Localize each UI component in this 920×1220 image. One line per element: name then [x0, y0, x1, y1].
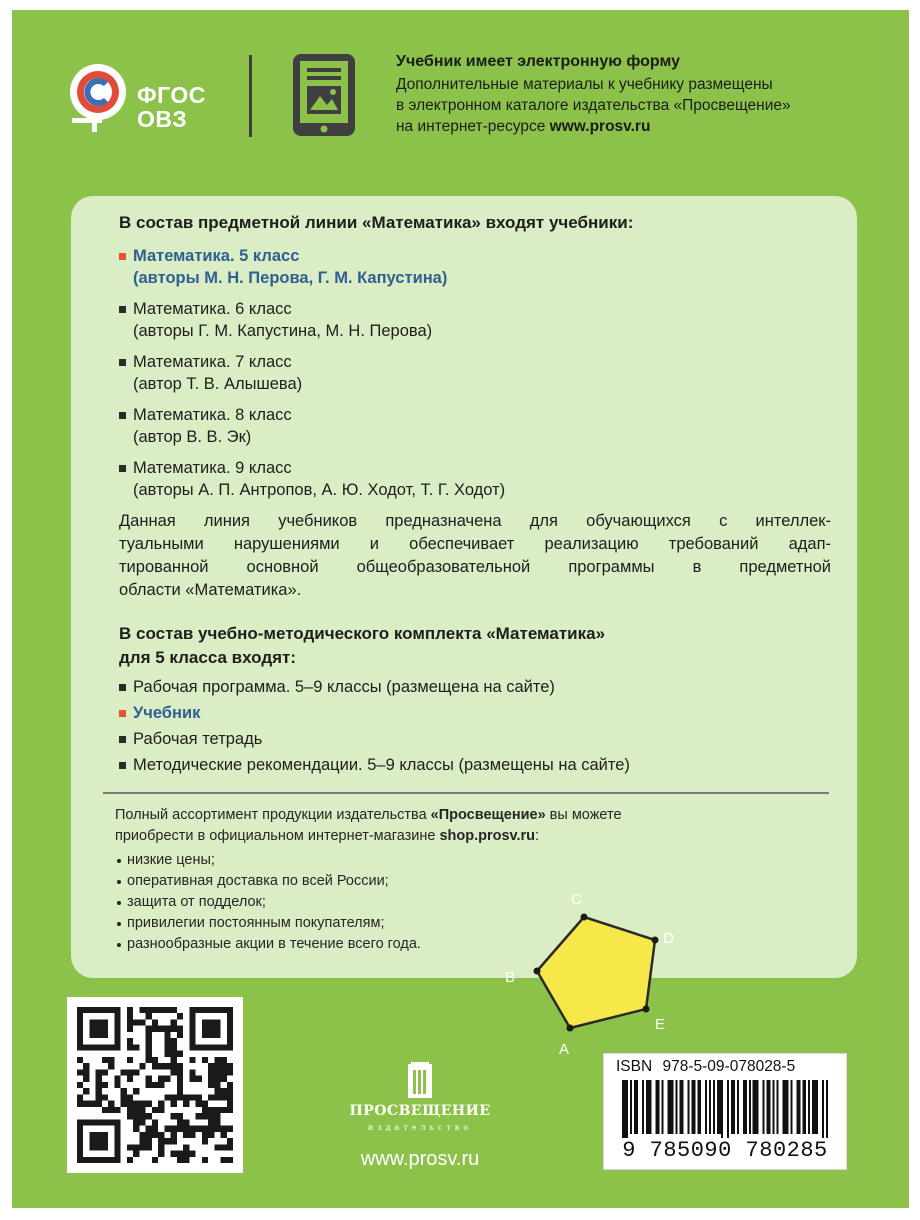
benefit-list: [115, 850, 815, 955]
vertex-label-d: D: [663, 930, 674, 947]
book-authors: (авторы Г. М. Капустина, М. Н. Перова): [133, 322, 433, 340]
panel-content: [119, 211, 831, 780]
description-line: Данная линия учебников предназначена для обучающихся с интеллек-: [119, 512, 831, 530]
vertex-label-e: E: [655, 1016, 666, 1033]
eform-line-3-prefix: на интернет-ресурсе: [396, 118, 550, 135]
description-line: туальными нарушениями и обеспечивает реализацию требований адап-: [119, 535, 831, 553]
kit-heading: [119, 622, 831, 670]
eform-line-2: в электронном каталоге издательства «Просвещение»: [396, 97, 791, 114]
publisher-name: ПРОСВЕЩЕНИЕ: [349, 1103, 491, 1119]
vertex-label-a: A: [559, 1041, 570, 1058]
benefit-item: защита от подделок;: [115, 892, 815, 913]
bullet-marker: [119, 306, 126, 313]
shop-line-1: [115, 805, 815, 826]
bullet-marker: [119, 736, 126, 743]
vertex-label-b: B: [505, 969, 516, 986]
fgos-label: [137, 83, 206, 131]
book-authors: (авторы М. Н. Перова, Г. М. Капустина): [133, 269, 448, 287]
bullet-marker: [119, 412, 126, 419]
book-authors: (автор Т. В. Алышева): [133, 375, 303, 393]
bullet-marker: [119, 762, 126, 769]
kit-item-textbook: [119, 702, 831, 724]
shop-url[interactable]: shop.prosv.ru: [439, 828, 536, 844]
publisher-url[interactable]: www.prosv.ru: [360, 1148, 480, 1170]
vertex-b: [534, 968, 541, 975]
header-divider: [249, 55, 252, 137]
book-title: Математика. 5 класс: [133, 247, 300, 265]
qr-code[interactable]: [67, 997, 243, 1173]
series-description: [119, 510, 831, 602]
benefit-item: низкие цены;: [115, 850, 815, 871]
publisher-logo-icon: [408, 1062, 432, 1098]
qr-code-icon: [77, 1007, 233, 1163]
kit-item: [119, 728, 831, 750]
isbn-label: ISBN: [616, 1058, 653, 1075]
barcode-digits: 9 785090 780285: [622, 1138, 828, 1163]
vertex-c: [581, 914, 588, 921]
book-item-grade-5: [119, 245, 831, 289]
eform-line-1: Дополнительные материалы к учебнику размещены: [396, 76, 773, 93]
benefit-item: разнообразные акции в течение всего года.: [115, 934, 815, 955]
benefit-item: привилегии постоянным покупателям;: [115, 913, 815, 934]
vertex-a: [567, 1025, 574, 1032]
pentagon-shape: [537, 917, 655, 1028]
vertex-e: [643, 1006, 650, 1013]
kit-heading-line-2: для 5 класса входят:: [119, 648, 297, 667]
publisher-brand: «Просвещение»: [430, 807, 546, 823]
shop-line-1-prefix: Полный ассортимент продукции издательства: [115, 807, 431, 823]
shop-info: [115, 805, 815, 955]
kit-list: [119, 676, 831, 776]
description-line: области «Математика».: [119, 581, 302, 599]
electronic-form-notice: [396, 51, 866, 137]
book-title: Математика. 9 класс: [133, 459, 292, 477]
series-heading: В состав предметной линии «Математика» входят учебники:: [119, 213, 634, 232]
kit-item-label: Учебник: [133, 704, 201, 722]
isbn-number: 978-5-09-078028-5: [662, 1058, 796, 1075]
book-item-grade-9: [119, 457, 831, 501]
fgos-logo-icon: [64, 58, 134, 134]
eform-line-3: [396, 116, 866, 137]
shop-line-2-suffix: :: [535, 828, 540, 844]
book-item-grade-7: [119, 351, 831, 395]
section-divider: [103, 792, 829, 794]
bullet-marker: [119, 359, 126, 366]
benefit-item: оперативная доставка по всей России;: [115, 871, 815, 892]
kit-item-label: Рабочая программа. 5–9 классы (размещена на сайте): [133, 678, 555, 696]
kit-item: [119, 676, 831, 698]
isbn-line: [616, 1058, 795, 1076]
shop-line-1-suffix: вы можете: [545, 807, 622, 823]
vertex-d: [652, 937, 659, 944]
tablet-icon: [291, 52, 357, 138]
bullet-marker: [119, 710, 126, 717]
shop-line-2-prefix: приобрести в официальном интернет-магазине: [115, 828, 440, 844]
publisher-subtitle: издательство: [367, 1123, 473, 1132]
eform-url[interactable]: www.prosv.ru: [549, 118, 651, 135]
pentagon-figure: [497, 885, 697, 1065]
book-authors: (автор В. В. Эк): [133, 428, 252, 446]
bullet-marker: [119, 465, 126, 472]
book-item-grade-6: [119, 298, 831, 342]
kit-heading-line-1: В состав учебно-методического комплекта «Математика»: [119, 624, 606, 643]
bullet-marker: [119, 684, 126, 691]
book-list: [119, 245, 831, 501]
bullet-marker: [119, 253, 126, 260]
isbn-barcode: [603, 1053, 847, 1170]
fgos-line-1: ФГОС: [137, 82, 206, 108]
book-authors: (авторы А. П. Антропов, А. Ю. Ходот, Т. Г. Ходот): [133, 481, 506, 499]
book-title: Математика. 6 класс: [133, 300, 292, 318]
barcode-icon: [622, 1080, 828, 1138]
kit-item: [119, 754, 831, 776]
fgos-line-2: ОВЗ: [137, 106, 188, 132]
book-title: Математика. 8 класс: [133, 406, 292, 424]
book-title: Математика. 7 класс: [133, 353, 292, 371]
kit-item-label: Рабочая тетрадь: [133, 730, 263, 748]
book-item-grade-8: [119, 404, 831, 448]
description-line: тированной основной общеобразовательной программы в предметной: [119, 558, 831, 576]
vertex-label-c: C: [571, 891, 582, 908]
info-panel: [71, 196, 857, 978]
eform-title: Учебник имеет электронную форму: [396, 53, 680, 70]
shop-line-2: [115, 826, 815, 847]
kit-item-label: Методические рекомендации. 5–9 классы (размещены на сайте): [133, 756, 630, 774]
